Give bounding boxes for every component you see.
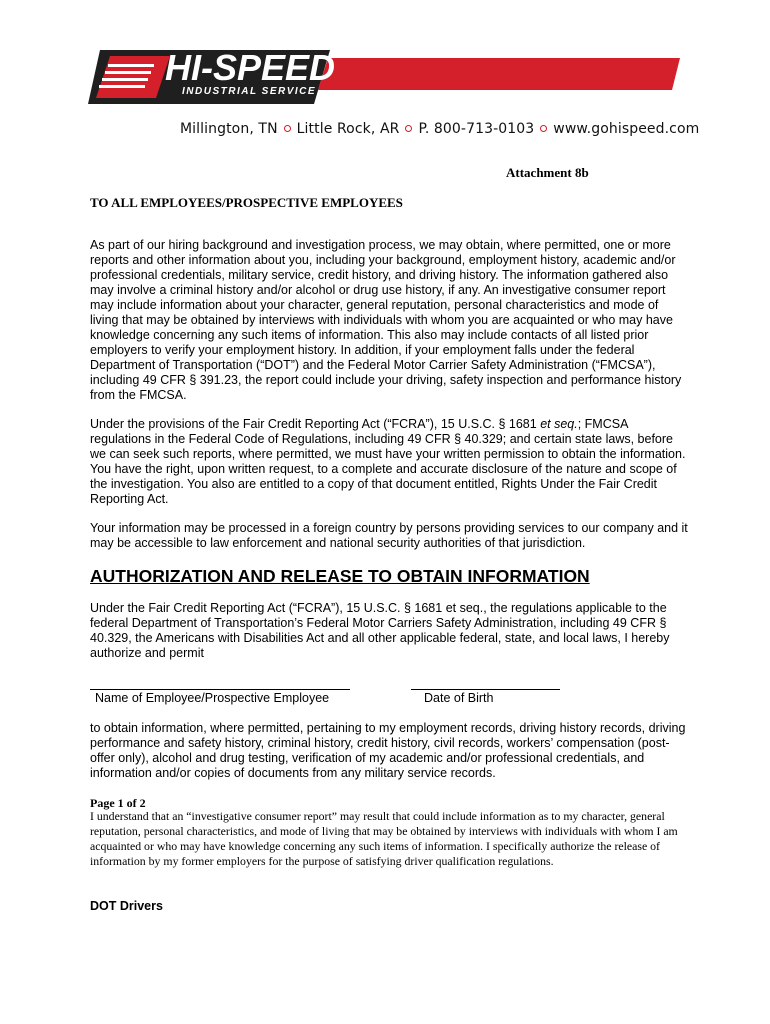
speed-stripe xyxy=(108,64,154,67)
bullet-icon xyxy=(405,125,412,132)
page-number: Page 1 of 2 xyxy=(90,796,146,810)
location-millington: Millington, TN xyxy=(180,121,278,137)
authorization-heading: AUTHORIZATION AND RELEASE TO OBTAIN INFORMATION xyxy=(90,566,590,586)
dot-drivers-heading: DOT Drivers xyxy=(90,899,163,913)
bullet-icon xyxy=(540,125,547,132)
contact-line xyxy=(180,121,699,137)
date-of-birth-label: Date of Birth xyxy=(424,691,494,705)
consumer-report-paragraph: I understand that an “investigative consumer report” may result that could include information as to my character, general reputation, personal characteristics, and mode of living that may be obtained by interviews with individuals with whom I am acquainted or who may have knowledge concerning any such items of information. I specifically authorize the release of information by my former employers for the purpose of satisfying driver qualification regulations. xyxy=(90,809,678,868)
fcra-text-end: ; FMCSA regulations in the Federal Code of Regulations, including 49 CFR § 40.329; and certain state laws, before we can seek such reports, where permitted, we must have your written permission to obtain the information. You have the right, upon written request, to a complete and accurate disclosure of the nature and scope of the investigation. You also are entitled to a copy of that document entitled, Rights Under the Fair Credit Reporting Act. xyxy=(90,417,686,506)
logo-red-bar xyxy=(318,58,680,90)
foreign-processing-paragraph: Your information may be processed in a foreign country by persons providing services to our company and it may be accessible to law enforcement and national security authorities of that jurisdiction. xyxy=(90,521,688,550)
website-link[interactable]: www.gohispeed.com xyxy=(553,121,700,137)
logo-title: HI-SPEED xyxy=(165,47,336,88)
speed-stripe xyxy=(102,78,148,81)
records-paragraph: to obtain information, where permitted, pertaining to my employment records, driving history records, driving performance and safety history, criminal history, credit history, civil records, workers’ compensation (post-offer only), alcohol and drug testing, verification of my academic and/or professional credentials, and information and/or copies of documents from any military service records. xyxy=(90,721,686,780)
fcra-paragraph xyxy=(90,417,690,507)
location-little-rock: Little Rock, AR xyxy=(296,121,400,137)
attachment-label: Attachment 8b xyxy=(506,165,589,180)
addressee-heading: TO ALL EMPLOYEES/PROSPECTIVE EMPLOYEES xyxy=(90,195,403,210)
phone-number: P. 800-713-0103 xyxy=(418,121,535,137)
bullet-icon xyxy=(284,125,291,132)
speed-stripe xyxy=(99,85,145,88)
employee-name-line[interactable] xyxy=(90,689,350,690)
fcra-text-start: Under the provisions of the Fair Credit Reporting Act (“FCRA”), 15 U.S.C. § 1681 xyxy=(90,417,541,431)
employee-name-label: Name of Employee/Prospective Employee xyxy=(95,691,330,705)
speed-stripe xyxy=(105,71,151,74)
date-of-birth-line[interactable] xyxy=(411,689,560,690)
logo-subtitle: INDUSTRIAL SERVICE xyxy=(182,86,317,97)
authorization-paragraph: Under the Fair Credit Reporting Act (“FCRA”), 15 U.S.C. § 1681 et seq., the regulations applicable to the federal Department of Transportation’s Federal Motor Carriers Safety Administration, including 49 CFR § 40.329, the Americans with Disabilities Act and all other applicable federal, state, and local laws, I hereby authorize and permit xyxy=(90,601,670,660)
fcra-et-seq: et seq. xyxy=(540,417,578,431)
background-paragraph: As part of our hiring background and investigation process, we may obtain, where permitted, one or more reports and other information about you, including your background, employment history, academic and/or professional credentials, military service, credit history, and driving history. The information gathered also may involve a criminal history and/or alcohol or drug use history, if any. An investigative consumer report may include information about your character, general reputation, personal characteristics and mode of living that may be obtained by interviews with individuals with whom you are acquainted or who may have knowledge concerning any such items of information. This also may include contacts of all listed prior employers to verify your employment history. In addition, if your employment falls under the federal Department of Transportation (“DOT”) and the Federal Motor Carrier Safety Administration (“FMCSA”), including 49 CFR § 391.23, the report could include your driving, safety inspection and performance history from the FMCSA. xyxy=(90,238,682,402)
